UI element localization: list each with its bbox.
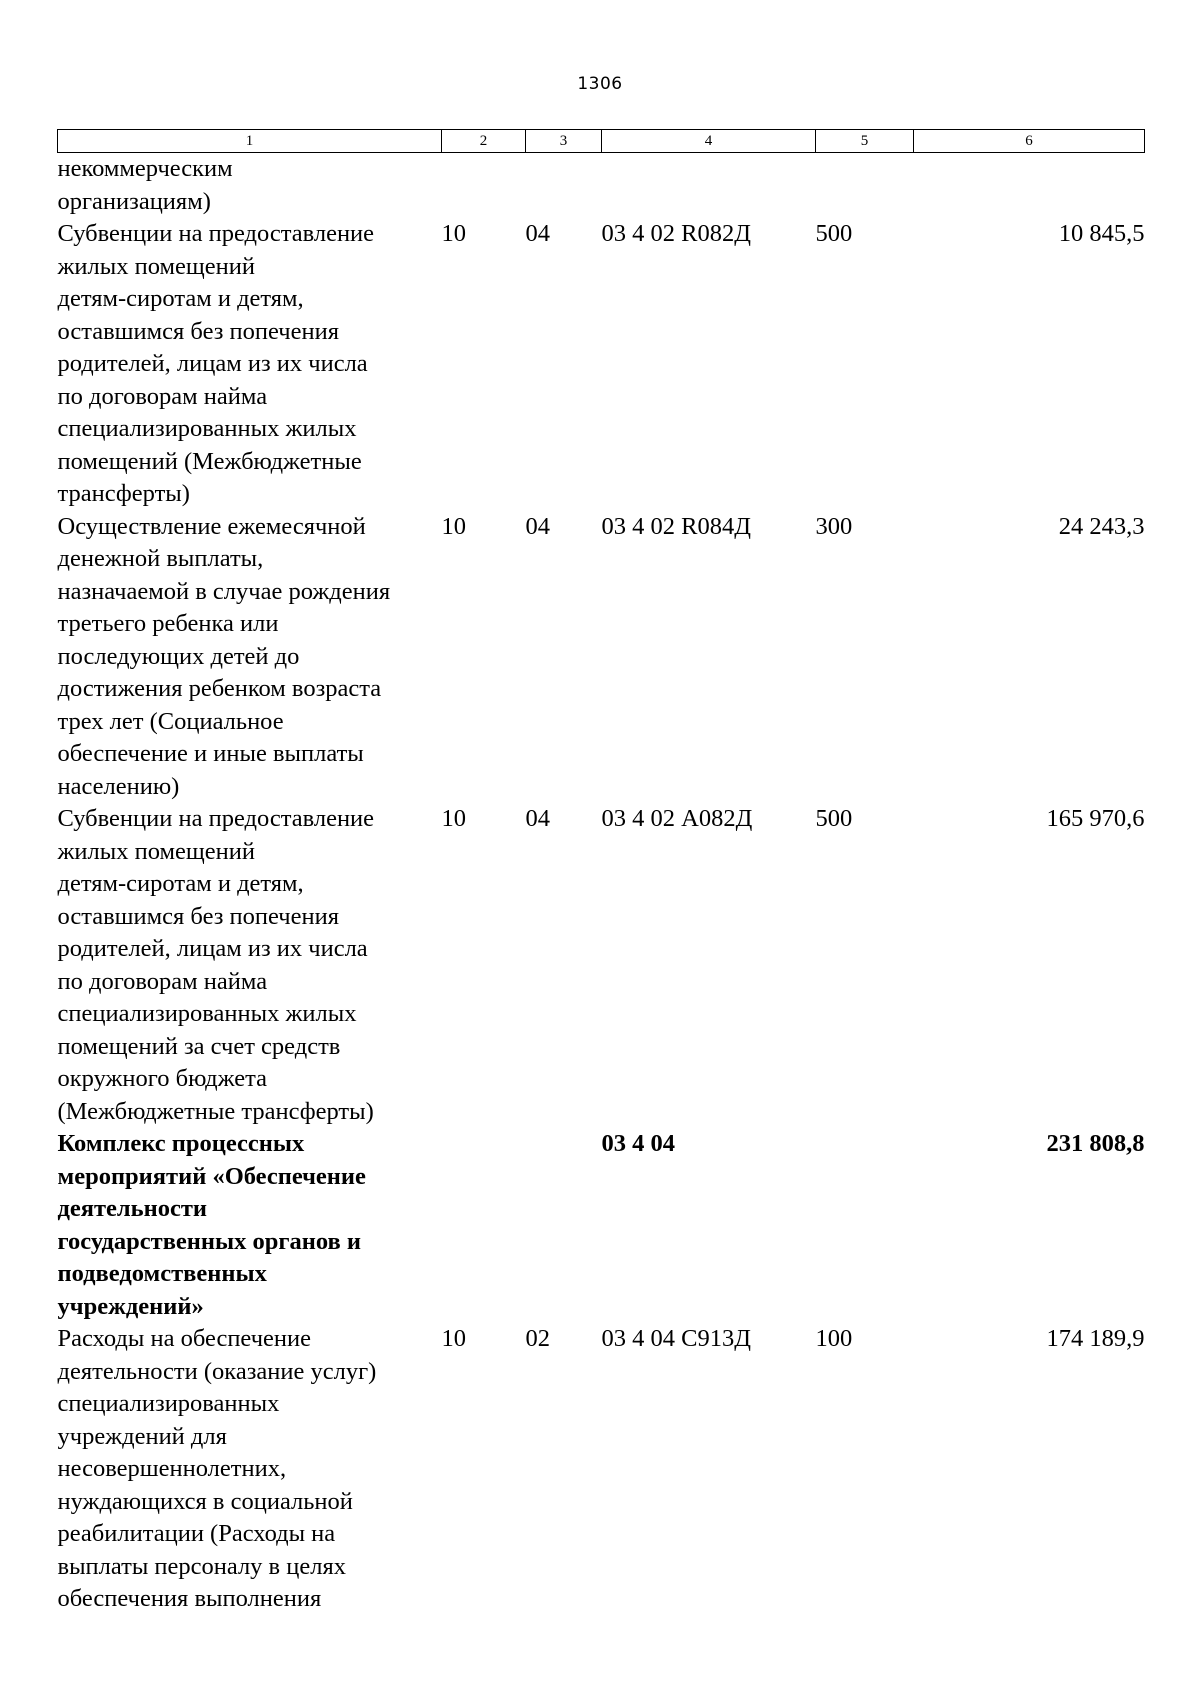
description-line: помещений (Межбюджетные: [57, 447, 362, 475]
description-line: третьего ребенка или: [57, 610, 279, 637]
amount: 10 845,5: [1058, 220, 1145, 247]
description-line: реабилитации (Расходы на: [57, 1520, 336, 1547]
section-code: 10: [441, 1325, 466, 1352]
column-number-header-row: [58, 130, 1145, 153]
column-number: 4: [602, 130, 816, 153]
description-line: последующих детей до: [57, 642, 300, 670]
section-row: [58, 1128, 1145, 1323]
description-line: учреждений для: [57, 1422, 227, 1450]
column-number: 3: [526, 130, 602, 153]
section-code: [442, 1128, 526, 1323]
description-line: обеспечения выполнения: [57, 1585, 322, 1612]
description-line: нуждающихся в социальной: [57, 1487, 353, 1515]
expense-type-code: 500: [815, 220, 853, 247]
target-article-code: 03 4 04: [601, 1130, 675, 1157]
description-line: организациям): [57, 187, 211, 215]
description-line: трансферты): [57, 480, 190, 507]
description-line: по договорам найма: [57, 382, 268, 410]
expense-type-code: 300: [815, 512, 853, 540]
description-line: подведомственных: [57, 1260, 267, 1287]
target-article-code: 03 4 02 R082Д: [601, 220, 751, 247]
amount: 24 243,3: [1058, 512, 1145, 540]
budget-table: [57, 129, 1145, 1616]
section-code: 10: [441, 512, 466, 540]
description-line: деятельности (оказание услуг): [57, 1357, 377, 1385]
subsection-code: 02: [525, 1325, 550, 1352]
target-article-code: 03 4 04 С913Д: [601, 1325, 751, 1352]
subsection-code: [526, 1128, 602, 1323]
description-line: жилых помещений: [57, 252, 255, 280]
description-line: мероприятий «Обеспечение: [57, 1162, 366, 1190]
expense-type-code: [816, 1128, 914, 1323]
target-article-code: 03 4 02 А082Д: [601, 805, 753, 832]
subsection-code: [526, 153, 602, 219]
description-line: выплаты персоналу в целях: [57, 1552, 346, 1580]
expense-type-code: 100: [815, 1325, 853, 1352]
description-line: по договорам найма: [57, 967, 268, 995]
expense-type-code: 500: [815, 805, 853, 832]
description-line: специализированных жилых: [57, 415, 357, 442]
description-line: специализированных: [57, 1390, 280, 1417]
table-row: [58, 218, 1145, 511]
description-line: Субвенции на предоставление: [57, 220, 375, 247]
description-line: Осуществление ежемесячной: [57, 512, 366, 540]
table-row: [58, 1323, 1145, 1616]
description-line: денежной выплаты,: [57, 545, 264, 572]
description-line: учреждений»: [57, 1292, 204, 1320]
description-line: жилых помещений: [57, 837, 255, 865]
amount: 165 970,6: [1046, 805, 1145, 832]
subsection-code: 04: [525, 512, 550, 540]
target-article-code: [602, 153, 816, 219]
section-code: 10: [441, 220, 466, 247]
description-line: детям-сиротам и детям,: [57, 285, 304, 312]
description-line: назначаемой в случае рождения: [57, 577, 391, 605]
row-description: [58, 218, 442, 511]
description-line: родителей, лицам из их числа: [57, 350, 368, 377]
description-line: специализированных жилых: [57, 1000, 357, 1027]
description-line: Расходы на обеспечение: [57, 1325, 311, 1352]
amount: [914, 153, 1145, 219]
description-line: помещений за счет средств: [57, 1032, 341, 1060]
description-line: обеспечение и иные выплаты: [57, 740, 364, 767]
expense-type-code: [816, 153, 914, 219]
table-row: [58, 511, 1145, 804]
column-number: 5: [816, 130, 914, 153]
table-row: [58, 803, 1145, 1128]
description-line: достижения ребенком возраста: [57, 675, 382, 702]
description-line: трех лет (Социальное: [57, 707, 284, 735]
description-line: детям-сиротам и детям,: [57, 870, 304, 897]
table-row: [58, 153, 1145, 219]
description-line: несовершеннолетних,: [57, 1455, 287, 1482]
row-description: [58, 153, 442, 219]
description-line: окружного бюджета: [57, 1065, 267, 1092]
subsection-code: 04: [525, 805, 550, 832]
description-line: государственных органов и: [57, 1227, 362, 1255]
description-line: населению): [57, 772, 180, 800]
page-number: 1306: [577, 74, 623, 94]
column-number: 1: [58, 130, 442, 153]
row-description: [58, 1128, 442, 1323]
row-description: [58, 511, 442, 804]
section-code: [442, 153, 526, 219]
section-code: 10: [441, 805, 466, 832]
table-body: [58, 153, 1145, 1616]
description-line: (Межбюджетные трансферты): [57, 1097, 374, 1125]
description-line: деятельности: [57, 1195, 208, 1222]
amount: 231 808,8: [1046, 1130, 1145, 1157]
description-line: Комплекс процессных: [57, 1130, 305, 1157]
column-number: 6: [914, 130, 1145, 153]
column-number: 2: [442, 130, 526, 153]
row-description: [58, 803, 442, 1128]
description-line: оставшимся без попечения: [57, 902, 339, 930]
target-article-code: 03 4 02 R084Д: [601, 512, 751, 540]
row-description: [58, 1323, 442, 1616]
description-line: оставшимся без попечения: [57, 317, 339, 345]
description-line: родителей, лицам из их числа: [57, 935, 368, 962]
subsection-code: 04: [525, 220, 550, 247]
description-line: Субвенции на предоставление: [57, 805, 375, 832]
description-line: некоммерческим: [57, 155, 233, 182]
amount: 174 189,9: [1046, 1325, 1145, 1352]
